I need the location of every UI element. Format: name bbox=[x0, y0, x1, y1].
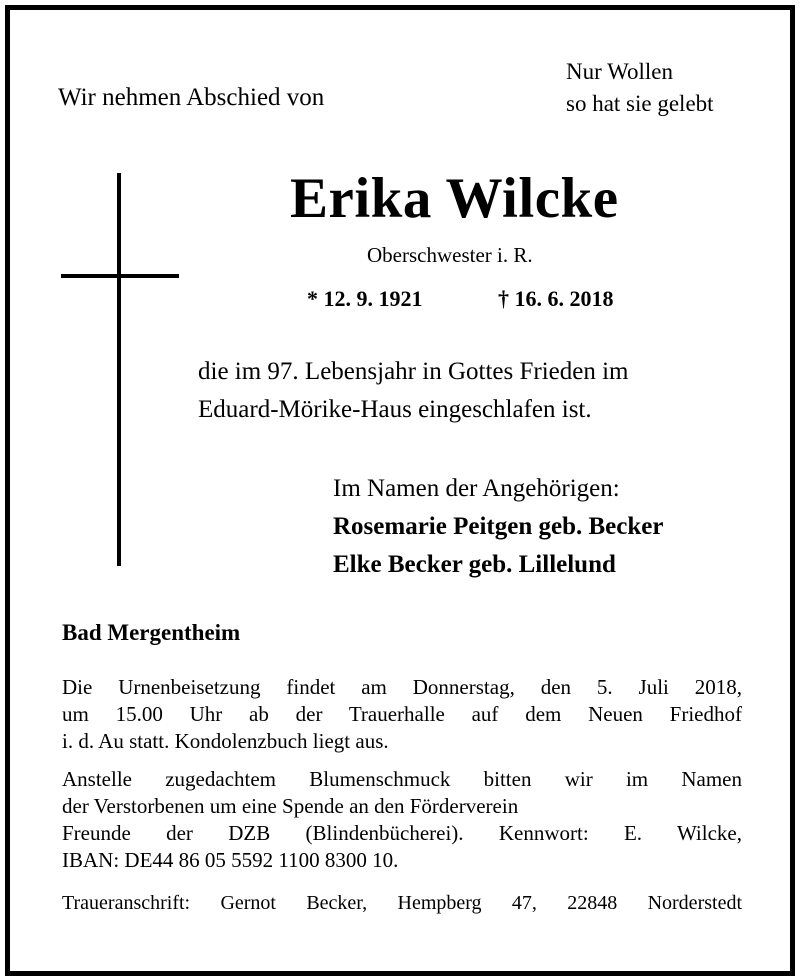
deceased-name: Erika Wilcke bbox=[290, 167, 619, 230]
burial-paragraph bbox=[62, 674, 742, 755]
body-line-2: Eduard-Mörike-Haus eingeschlafen ist. bbox=[198, 396, 592, 423]
cross-icon-horizontal bbox=[61, 274, 179, 278]
burial-line-3: i. d. Au statt. Kondolenzbuch liegt aus. bbox=[62, 729, 389, 753]
deceased-title: Oberschwester i. R. bbox=[367, 243, 533, 267]
donation-line-4: IBAN: DE44 86 05 5592 1100 8300 10. bbox=[62, 848, 399, 872]
body-line-1: die im 97. Lebensjahr in Gottes Frieden im bbox=[198, 358, 629, 385]
notice-body bbox=[198, 353, 628, 429]
cross-icon-vertical bbox=[117, 173, 121, 566]
burial-line-2: um 15.00 Uhr ab der Trauerhalle auf dem Neuen Friedhof bbox=[62, 702, 742, 726]
birth-date: * 12. 9. 1921 bbox=[307, 286, 423, 311]
intro-text: Wir nehmen Abschied von bbox=[58, 84, 325, 111]
on-behalf-label: Im Namen der Angehörigen: bbox=[333, 475, 620, 502]
motto-line-1: Nur Wollen bbox=[566, 59, 673, 84]
motto-line-2: so hat sie gelebt bbox=[566, 91, 714, 116]
signer-1: Rosemarie Peitgen geb. Becker bbox=[333, 513, 664, 540]
donation-line-2: der Verstorbenen um eine Spende an den Förderverein bbox=[62, 794, 519, 818]
mourning-address: Traueranschrift: Gernot Becker, Hempberg 47, 22848 Norderstedt bbox=[62, 892, 742, 914]
signer-2: Elke Becker geb. Lillelund bbox=[333, 551, 616, 578]
donation-line-1: Anstelle zugedachtem Blumenschmuck bitten wir im Namen bbox=[62, 767, 742, 791]
donation-line-3: Freunde der DZB (Blindenbücherei). Kennwort: E. Wilcke, bbox=[62, 821, 742, 845]
motto bbox=[566, 56, 714, 120]
death-date: † 16. 6. 2018 bbox=[498, 286, 614, 311]
city-heading: Bad Mergentheim bbox=[62, 620, 241, 645]
donation-paragraph bbox=[62, 766, 742, 874]
burial-line-1: Die Urnenbeisetzung findet am Donnerstag, den 5. Juli 2018, bbox=[62, 675, 742, 699]
signers-block bbox=[333, 470, 663, 584]
